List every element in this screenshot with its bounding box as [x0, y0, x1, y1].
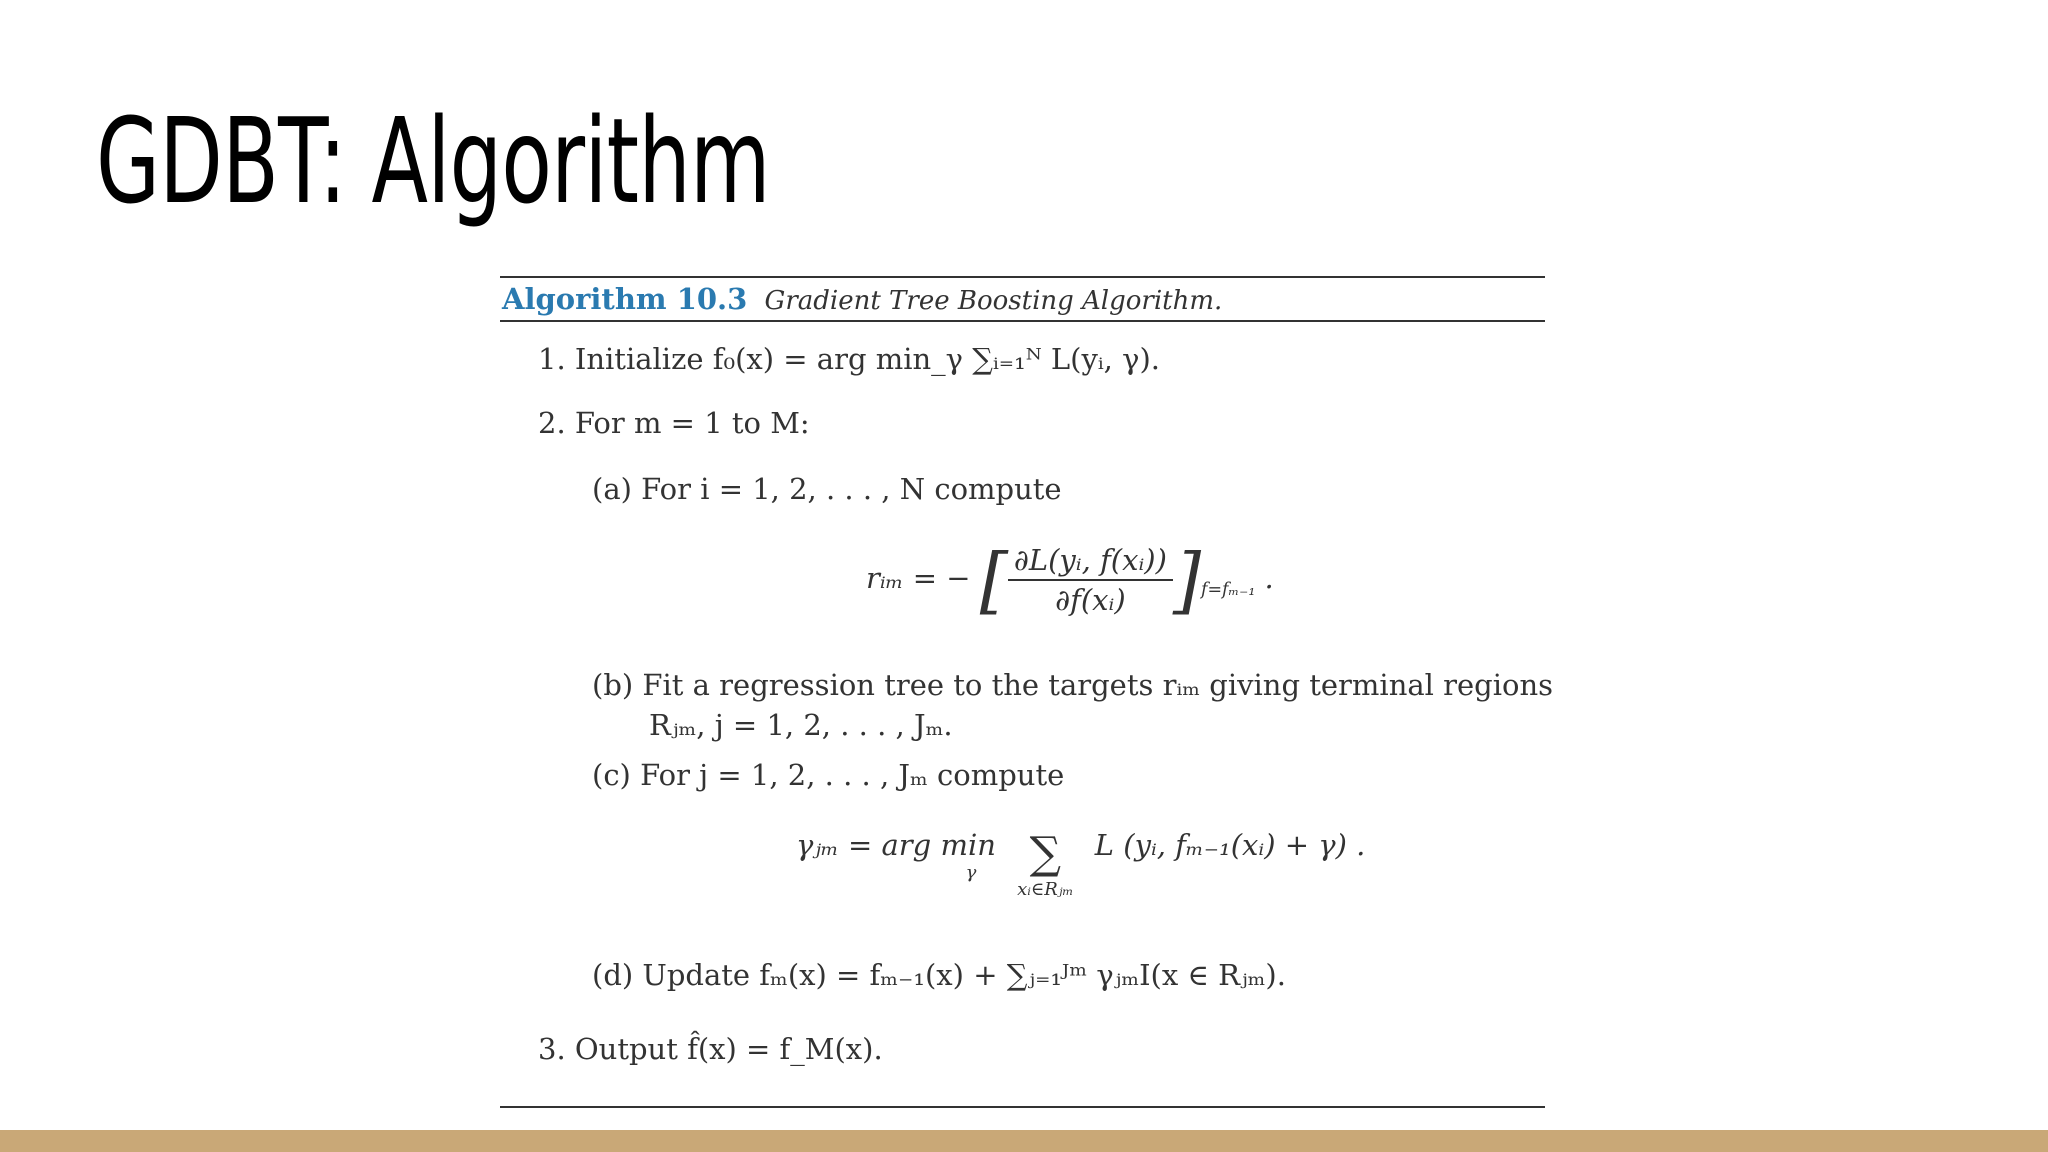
step-2b-line-1: (b) Fit a regression tree to the targets rᵢₘ giving terminal regions — [592, 668, 1554, 702]
argmin-term — [796, 828, 996, 883]
algorithm-name: Gradient Tree Boosting Algorithm. — [764, 286, 1223, 316]
top-rule — [500, 276, 1545, 278]
left-bracket: [ — [979, 538, 1008, 622]
step-2a: (a) For i = 1, 2, . . . , N compute — [592, 472, 1062, 506]
bottom-rule — [500, 1106, 1545, 1108]
algorithm-header — [502, 282, 1222, 316]
step-2b-line-2: Rⱼₘ, j = 1, 2, . . . , Jₘ. — [649, 708, 953, 742]
argmin-subscript: γ — [965, 862, 977, 883]
step-3: 3. Output f̂(x) = f_M(x). — [538, 1032, 883, 1066]
equation-gamma-right: L (yᵢ, fₘ₋₁(xᵢ) + γ) . — [1094, 828, 1366, 862]
equation-r-subscript: f=fₘ₋₁ — [1201, 579, 1256, 600]
step-2: 2. For m = 1 to M: — [538, 406, 810, 440]
equation-r-denominator: ∂f(xᵢ) — [1055, 583, 1126, 617]
slide-title: GDBT: Algorithm — [96, 92, 770, 230]
sum-subscript: xᵢ∈Rⱼₘ — [1017, 879, 1074, 900]
equation-gamma — [796, 828, 1365, 900]
equation-r: rᵢₘ = − [ $\frac{\text{∂L(yᵢ, f(xᵢ))}}{\text{∂f(xᵢ)}}$ ]$_{f=f_{m-1}}$ . — [866, 538, 1274, 622]
algorithm-label: Algorithm 10.3 — [502, 282, 748, 316]
equation-r-numerator: ∂L(yᵢ, f(xᵢ)) — [1008, 543, 1173, 581]
right-bracket: ] — [1172, 538, 1202, 622]
step-1: 1. Initialize f₀(x) = arg min_γ ∑ᵢ₌₁ᴺ L(yᵢ, γ). — [538, 342, 1160, 376]
equation-r-left: rᵢₘ = − — [866, 561, 971, 595]
equation-gamma-left: γⱼₘ = arg min — [796, 828, 996, 862]
step-2c: (c) For j = 1, 2, . . . , Jₘ compute — [592, 758, 1065, 792]
header-rule — [500, 320, 1545, 322]
equation-r-fraction — [1008, 543, 1173, 617]
sum-term — [1017, 828, 1073, 900]
sum-symbol: ∑ — [1029, 828, 1062, 879]
footer-bar — [0, 1130, 2048, 1152]
step-2d: (d) Update fₘ(x) = fₘ₋₁(x) + ∑ⱼ₌₁ᴶᵐ γⱼₘI(x ∈ Rⱼₘ). — [592, 958, 1286, 992]
